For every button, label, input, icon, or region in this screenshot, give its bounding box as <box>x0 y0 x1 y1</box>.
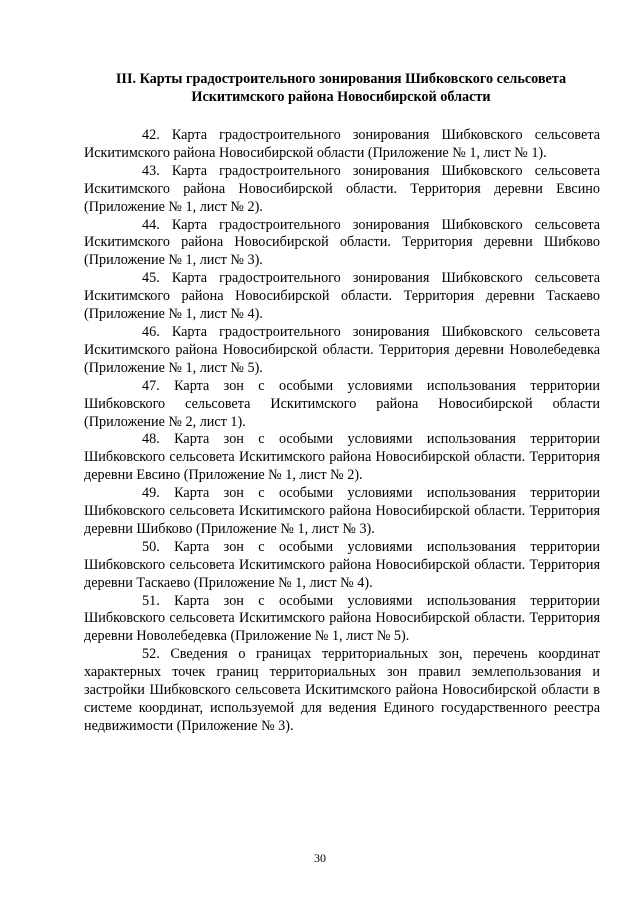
paragraph-43: 43. Карта градостроительного зонирования Шибковского сельсовета Искитимского района Новосибирской области. Территория деревни Евсино (Приложение № 1, лист № 2). <box>84 162 600 215</box>
paragraph-47: 47. Карта зон с особыми условиями использования территории Шибковского сельсовета Искитимского района Новосибирской области (Приложение № 2, лист 1). <box>84 377 600 430</box>
section-heading-line-2: Искитимского района Новосибирской области <box>191 89 491 105</box>
paragraph-49: 49. Карта зон с особыми условиями использования территории Шибковского сельсовета Искитимского района Новосибирской области. Территория деревни Шибково (Приложение № 1, лист № 3). <box>84 485 600 537</box>
page-number: 30 <box>314 851 326 865</box>
paragraph-44: 44. Карта градостроительного зонирования Шибковского сельсовета Искитимского района Новосибирской области. Территория деревни Шибково (Приложение № 1, лист № 3). <box>84 216 600 269</box>
paragraph-50: 50. Карта зон с особыми условиями использования территории Шибковского сельсовета Искитимского района Новосибирской области. Территория деревни Таскаево (Приложение № 1, лист № 4). <box>84 538 600 591</box>
section-heading-line-1: III. Карты градостроительного зонирования Шибковского сельсовета <box>115 71 567 87</box>
paragraph-52: 52. Сведения о границах территориальных зон, перечень координат характерных точек границ территориальных зон правил землепользования и застройки Шибковского сельсовета Искитимского района Новосибирской области в системе координат, используемой для ведения Единого государственного реестра недвижимости (Приложение № 3). <box>84 646 600 734</box>
paragraph-48: 48. Карта зон с особыми условиями использования территории Шибковского сельсовета Искитимского района Новосибирской области. Территория деревни Евсино (Приложение № 1, лист № 2). <box>84 431 600 484</box>
paragraph-51: 51. Карта зон с особыми условиями использования территории Шибковского сельсовета Искитимского района Новосибирской области. Территория деревни Новолебедевка (Приложение № 1, лист № 5). <box>84 592 600 645</box>
section-body <box>84 127 600 736</box>
paragraph-46: 46. Карта градостроительного зонирования Шибковского сельсовета Искитимского района Новосибирской области. Территория деревни Новолебедевка (Приложение № 1, лист № 5). <box>84 323 600 376</box>
section-heading <box>84 70 598 106</box>
paragraph-45: 45. Карта градостроительного зонирования Шибковского сельсовета Искитимского района Новосибирской области. Территория деревни Таскаево (Приложение № 1, лист № 4). <box>84 270 600 323</box>
paragraph-42: 42. Карта градостроительного зонирования Шибковского сельсовета Искитимского района Новосибирской области (Приложение № 1, лист № 1). <box>84 127 600 161</box>
